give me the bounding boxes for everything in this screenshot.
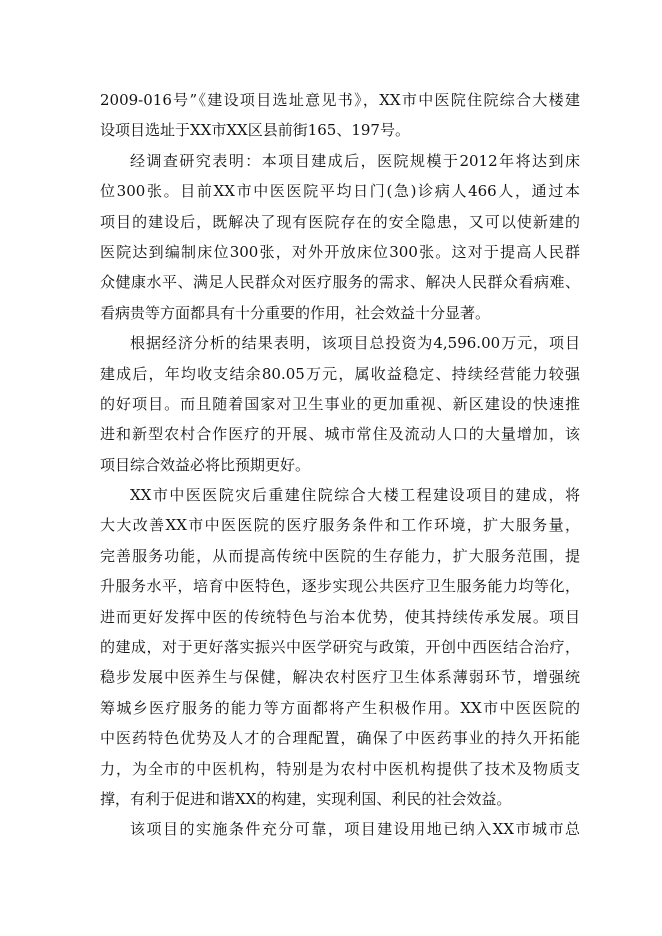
text-line: 项目的建设后，既解决了现有医院存在的安全隐患，又可以使新建的 (100, 212, 580, 231)
text-line: 完善服务功能，从而提高传统中医院的生存能力，扩大服务范围，提 (100, 546, 580, 565)
text-line: 进而更好发挥中医的传统特色与治本优势，使其持续传承发展。项目 (100, 607, 580, 626)
text-line: 升服务水平，培育中医特色，逐步实现公共医疗卫生服务能力均等化， (100, 577, 580, 596)
text-line: 设项目选址于XX市XX区县前街165、197号。 (100, 121, 410, 140)
text-line: 看病贵等方面都具有十分重要的作用，社会效益十分显著。 (100, 303, 491, 322)
text-line: 撑，有利于促进和谐XX的构建，实现利国、利民的社会效益。 (100, 789, 512, 808)
text-line: 的好项目。而且随着国家对卫生事业的更加重视、新区建设的快速推 (100, 394, 580, 413)
text-line: 2009-016号”《建设项目选址意见书》，XX市中医院住院综合大楼建 (100, 91, 580, 109)
text-line: 的建成，对于更好落实振兴中医学研究与政策，开创中西医结合治疗， (100, 638, 580, 657)
text-line: 稳步发展中医养生与保健，解决农村医疗卫生体系薄弱环节，增强统 (100, 668, 580, 687)
body-text (100, 85, 580, 845)
text-line: 建成后，年均收支结余80.05万元，属收益稳定、持续经营能力较强 (100, 364, 580, 383)
text-line: 进和新型农村合作医疗的开展、城市常住及流动人口的大量增加，该 (100, 425, 580, 444)
text-line: 大大改善XX市中医医院的医疗服务条件和工作环境，扩大服务量， (100, 516, 580, 535)
text-line: 筹城乡医疗服务的能力等方面都将产生积极作用。XX市中医医院的 (100, 698, 580, 717)
text-line: 医院达到编制床位300张，对外开放床位300张。这对于提高人民群 (100, 242, 580, 261)
paragraph-first-line: 经调查研究表明：本项目建成后，医院规模于2012年将达到床 (130, 151, 580, 170)
paragraph-first-line: 根据经济分析的结果表明，该项目总投资为4,596.00万元，项目 (130, 334, 580, 353)
text-line: 中医药特色优势及人才的合理配置，确保了中医药事业的持久开拓能 (100, 729, 580, 748)
text-line: 力，为全市的中医机构，特别是为农村中医机构提供了技术及物质支 (100, 759, 580, 778)
text-line: 众健康水平、满足人民群众对医疗服务的需求、解决人民群众看病难、 (100, 273, 580, 292)
paragraph-first-line: XX市中医医院灾后重建住院综合大楼工程建设项目的建成，将 (130, 486, 580, 505)
text-line: 项目综合效益必将比预期更好。 (100, 455, 311, 474)
paragraph-first-line: 该项目的实施条件充分可靠，项目建设用地已纳入XX市城市总 (130, 820, 580, 839)
text-line: 位300张。目前XX市中医医院平均日门(急)诊病人466人，通过本 (100, 182, 580, 201)
